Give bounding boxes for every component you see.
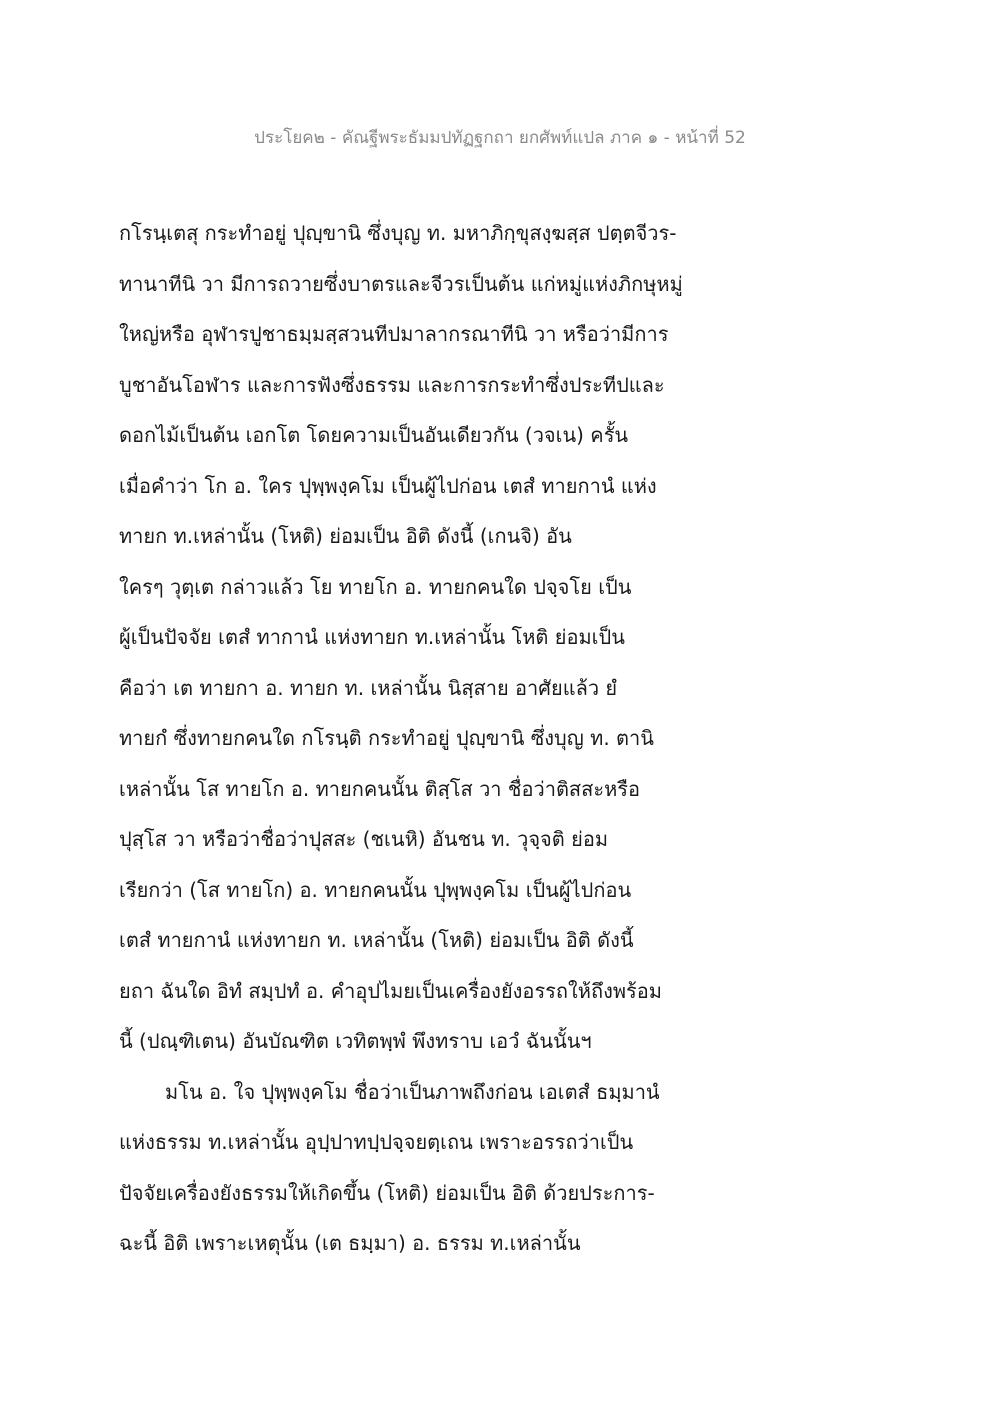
text-line: ปัจจัยเครื่องยังธรรมให้เกิดขึ้น (โหติ) ย่อมเป็น อิติ ด้วยประการ- (119, 1180, 655, 1205)
text-line: ใหญ่หรือ อุฬารปูชาธมฺมสฺสวนทีปมาลากรณาทีนิ วา หรือว่ามีการ (119, 322, 669, 346)
text-line: ใครๆ วุตฺเต กล่าวแล้ว โย ทายโก อ. ทายกคนใด ปจฺจโย เป็น (119, 574, 632, 599)
text-line: บูชาอันโอฬาร และการฟังซึ่งธรรม และการกระทำซึ่งประทีปและ (119, 372, 665, 397)
text-line: ฉะนี้ อิติ เพราะเหตุนั้น (เต ธมฺมา) อ. ธรรม ท.เหล่านั้น (119, 1231, 581, 1255)
page-header: ประโยค๒ - คัณฐีพระธัมมปทัฏฐกถา ยกศัพท์แปล ภาค ๑ - หน้าที่ 52 (254, 128, 746, 148)
text-line: ทายก ท.เหล่านั้น (โหติ) ย่อมเป็น อิติ ดังนี้ (เกนจิ) อัน (119, 524, 572, 548)
text-line: ดอกไม้เป็นต้น เอกโต โดยความเป็นอันเดียวกัน (วจเน) ครั้น (119, 423, 629, 447)
text-line: ปุสฺโส วา หรือว่าชื่อว่าปุสสะ (ชเนหิ) อันชน ท. วุจฺจติ ย่อม (119, 827, 609, 851)
text-line: ทายกํ ซึ่งทายกคนใด กโรนฺติ กระทำอยู่ ปุญฺขานิ ซึ่งบุญ ท. ตานิ (119, 726, 654, 750)
text-line: เมื่อคำว่า โก อ. ใคร ปุพฺพงฺคโม เป็นผู้ไปก่อน เตสํ ทายกานํ แห่ง (119, 473, 657, 498)
text-line: ยถา ฉันใด อิทํ สมฺปทํ อ. คำอุปไมยเป็นเครื่องยังอรรถให้ถึงพร้อม (119, 978, 662, 1003)
text-line: กโรนฺเตสุ กระทำอยู่ ปุญฺขานิ ซึ่งบุญ ท. มหาภิกฺขุสงฺฆสฺส ปตฺตจีวร- (119, 221, 677, 245)
text-line: คือว่า เต ทายกา อ. ทายก ท. เหล่านั้น นิสฺสาย อาศัยแล้ว ยํ (119, 675, 618, 700)
text-line: เหล่านั้น โส ทายโก อ. ทายกคนนั้น ติสฺโส วา ชื่อว่าติสสะหรือ (119, 776, 641, 801)
text-line: ผู้เป็นปัจจัย เตสํ ทากานํ แห่งทายก ท.เหล่านั้น โหติ ย่อมเป็น (119, 625, 625, 649)
text-line: เตสํ ทายกานํ แห่งทายก ท. เหล่านั้น (โหติ) ย่อมเป็น อิติ ดังนี้ (119, 928, 634, 952)
text-line: ทานาทีนิ วา มีการถวายซึ่งบาตรและจีวรเป็นต้น แก่หมู่แห่งภิกษุหมู่ (119, 271, 683, 296)
text-line: เรียกว่า (โส ทายโก) อ. ทายกคนนั้น ปุพฺพงฺคโม เป็นผู้ไปก่อน (119, 877, 632, 902)
body-text (119, 213, 719, 1274)
text-line: แห่งธรรม ท.เหล่านั้น อุปฺปาทปฺปจฺจยตฺเถน เพราะอรรถว่าเป็น (119, 1130, 634, 1154)
paragraph-start-line: มโน อ. ใจ ปุพฺพงฺคโม ชื่อว่าเป็นภาพถึงก่อน เอเตสํ ธมฺมานํ (165, 1079, 660, 1104)
text-line: นี้ (ปณฺฑิเตน) อันบัณฑิต เวทิตพฺพํ พึงทราบ เอวํ ฉันนั้นฯ (119, 1029, 592, 1053)
